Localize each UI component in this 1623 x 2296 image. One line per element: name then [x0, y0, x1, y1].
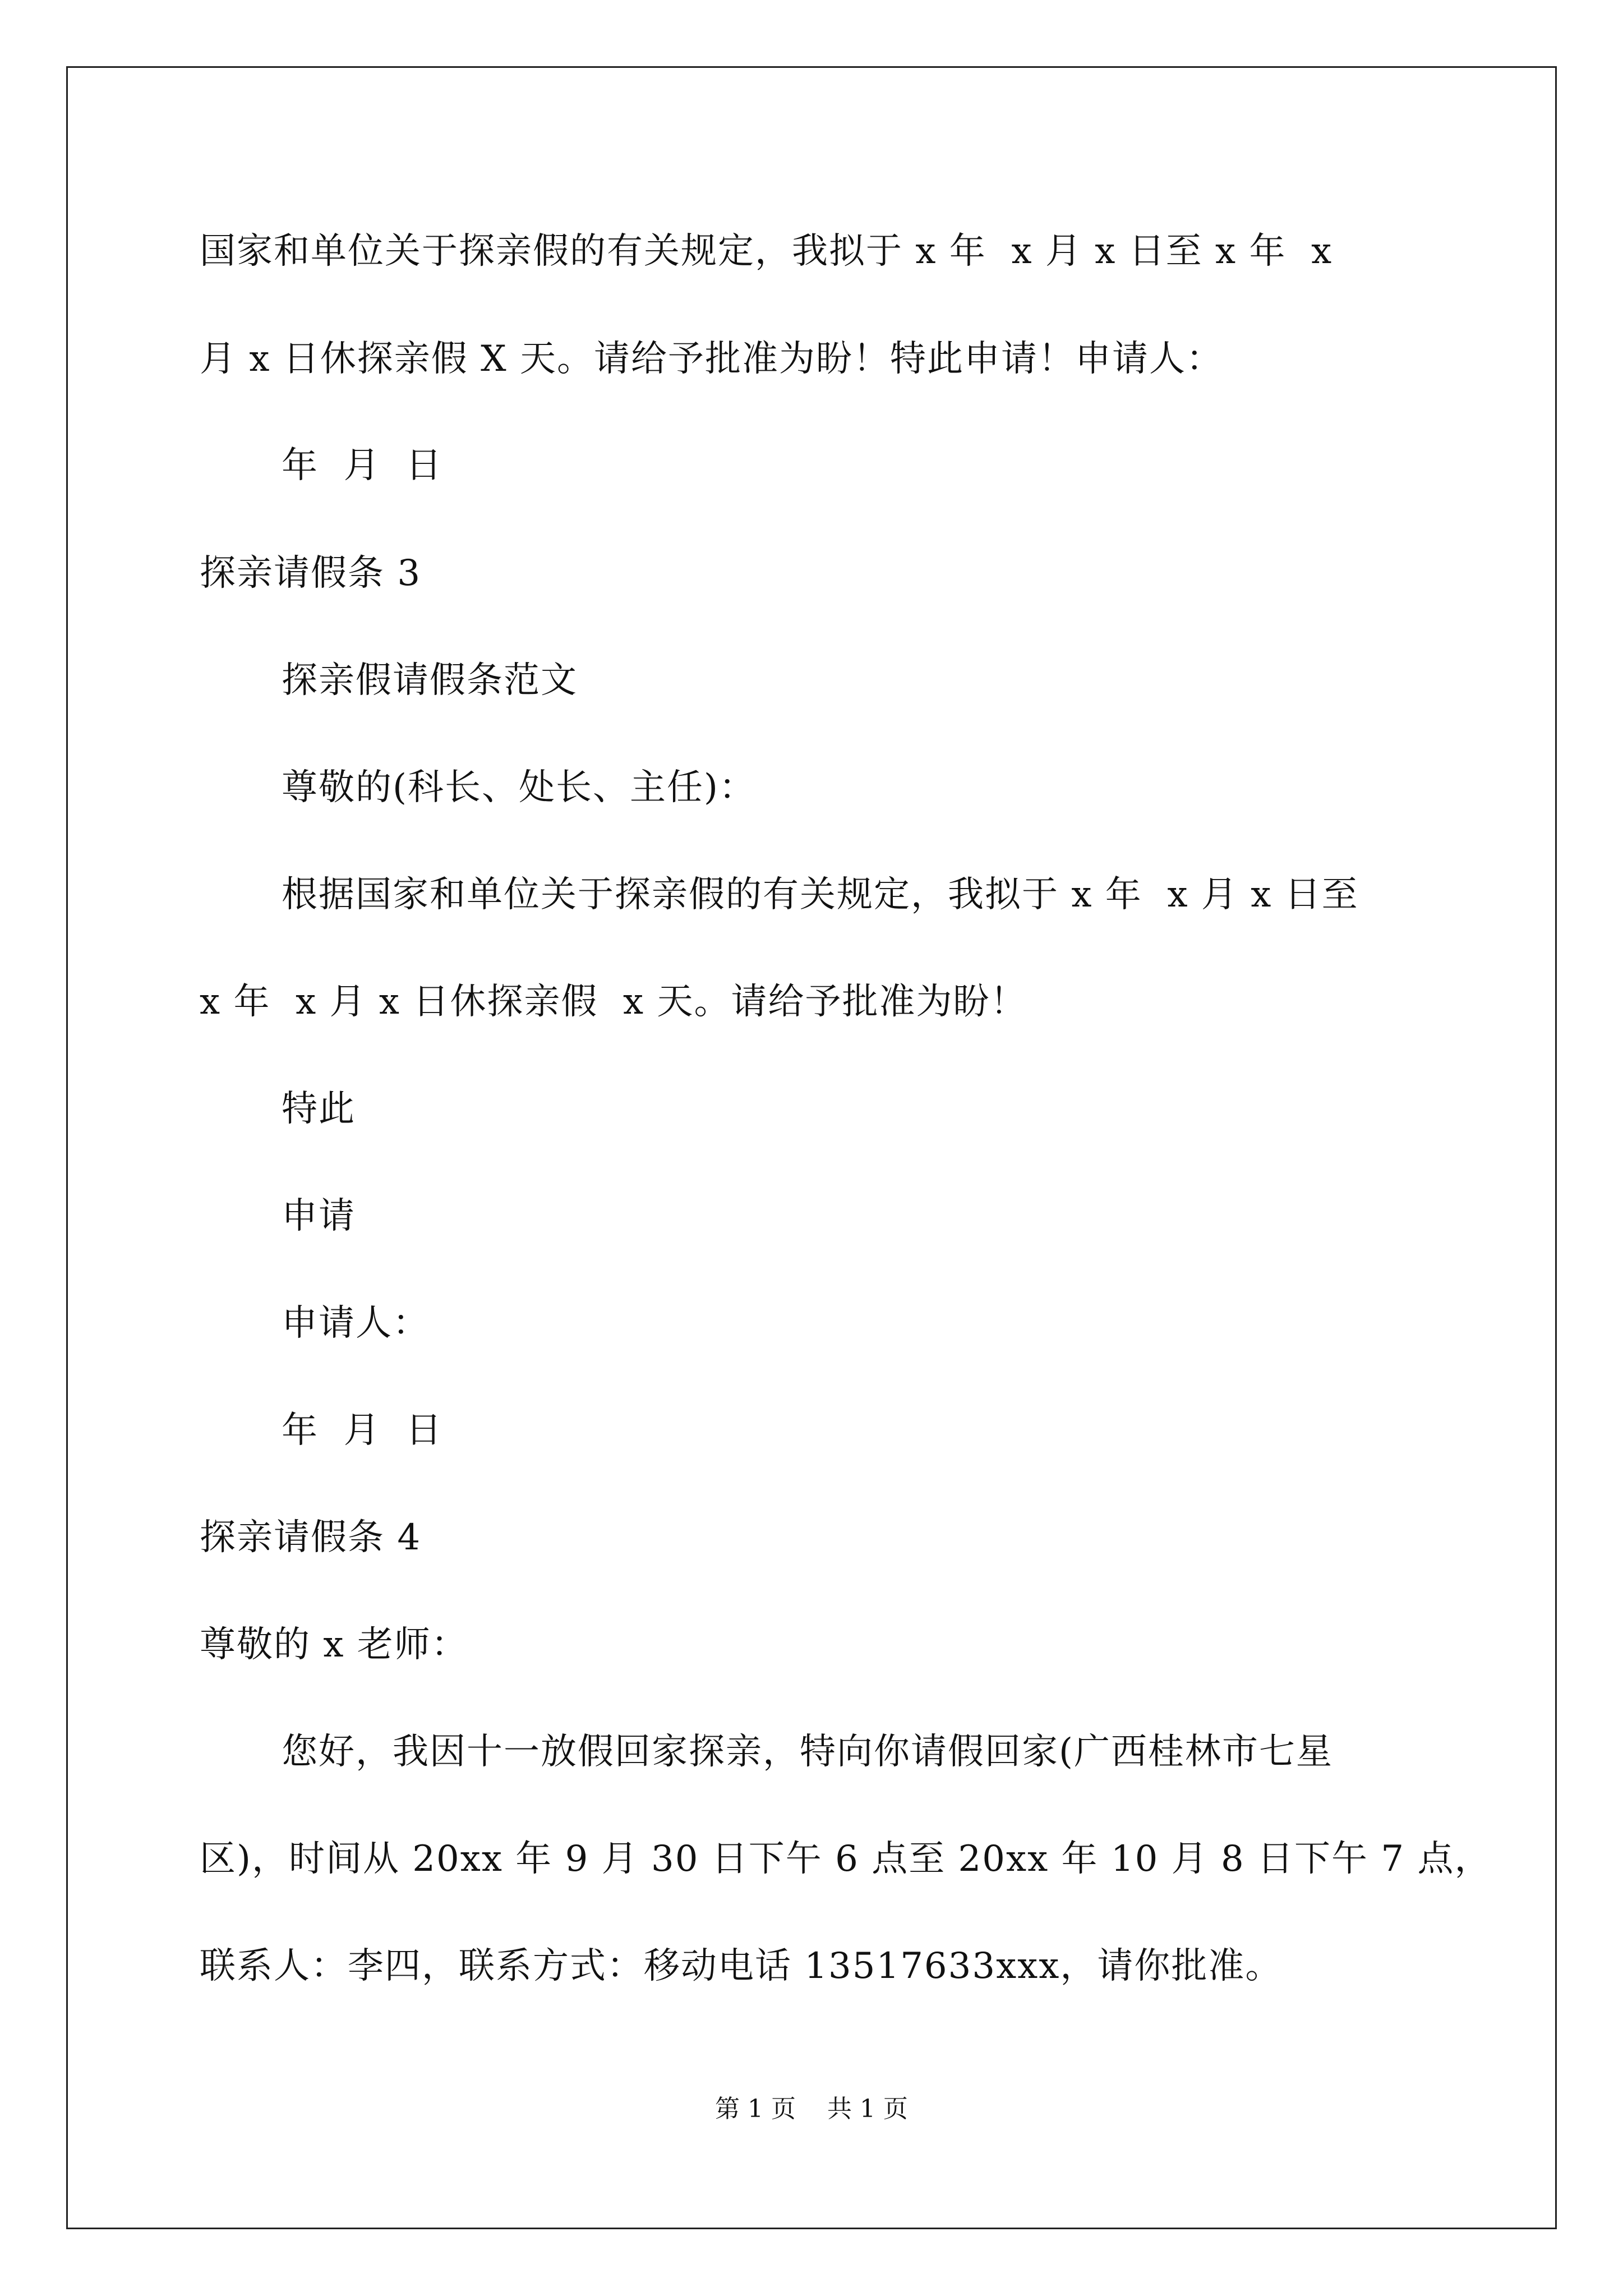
section-heading: 探亲请假条 4	[200, 1517, 422, 1558]
paragraph-line: 根据国家和单位关于探亲假的有关规定，我拟于 x 年 x 月 x 日至	[282, 874, 1359, 915]
closing-line: 特此	[282, 1088, 356, 1130]
date-line: 年 月 日	[282, 1410, 443, 1451]
section-heading: 探亲请假条 3	[200, 553, 422, 594]
applicant-line: 申请人：	[282, 1303, 430, 1344]
closing-line: 申请	[282, 1195, 356, 1237]
salutation: 尊敬的 x 老师：	[200, 1624, 468, 1665]
paragraph-line: 您好，我因十一放假回家探亲，特向你请假回家(广西桂林市七星	[282, 1731, 1333, 1773]
paragraph-line: 联系人：李四，联系方式：移动电话 13517633xxx，请你批准。	[200, 1945, 1283, 1987]
paragraph-line: 月 x 日休探亲假 X 天。请给予批准为盼！特此申请！申请人：	[200, 338, 1224, 380]
paragraph-line: 区)，时间从 20xx 年 9 月 30 日下午 6 点至 20xx 年 10 月 8 日下午 7 点，	[200, 1838, 1492, 1880]
paragraph-line: 国家和单位关于探亲假的有关规定，我拟于 x 年 x 月 x 日至 x 年 x	[200, 231, 1333, 272]
salutation: 尊敬的(科长、处长、主任)：	[282, 767, 756, 808]
page-footer: 第 1 页 共 1 页	[715, 2095, 908, 2123]
paragraph-line: x 年 x 月 x 日休探亲假 x 天。请给予批准为盼！	[200, 981, 1027, 1023]
date-line: 年 月 日	[282, 445, 443, 486]
page-border	[66, 66, 1557, 2229]
section-title: 探亲假请假条范文	[282, 660, 578, 701]
